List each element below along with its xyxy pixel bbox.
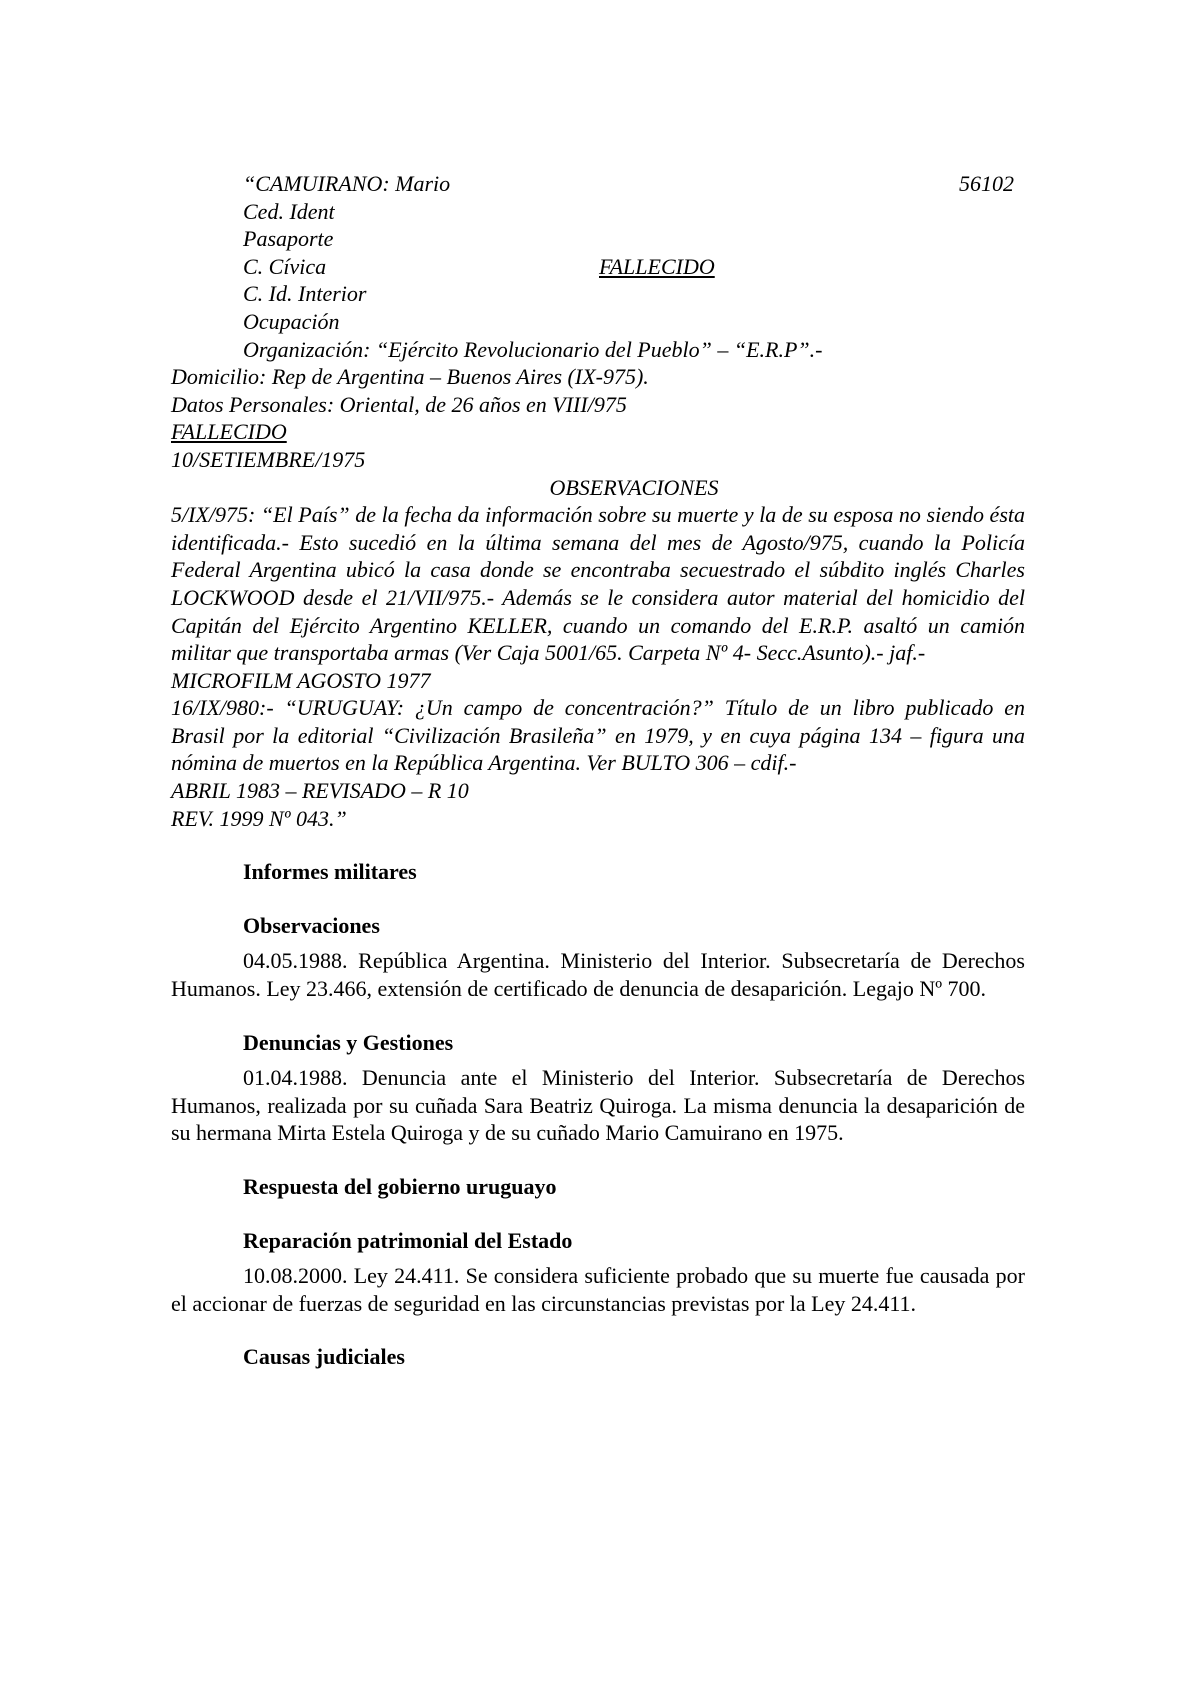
card-fecha-fallecido: 10/SETIEMBRE/1975 (171, 446, 366, 472)
observaciones-title: OBSERVACIONES (549, 474, 719, 500)
card-header (171, 170, 1025, 198)
reparacion-text: 10.08.2000. Ley 24.411. Se considera suficiente probado que su muerte fue causada por el accionar de fuerzas de seguridad en las circunstancias previstas por la Ley 24.411. (171, 1263, 1025, 1316)
document-page (171, 170, 1025, 1371)
observacion-1: 5/IX/975: “El País” de la fecha da información sobre su muerte y la de su esposa no siendo ésta identificada.- Esto sucedió en la última semana del mes de Agosto/975, cuando la Policía Federal Argentina ubicó la casa donde se encontraba secuestrado el súbdito inglés Charles LOCKWOOD desde el 21/VII/975.- Además se le considera autor material del homicidio del Capitán del Ejército Argentino KELLER, cuando un comando del E.R.P. asaltó un camión militar que transportaba armas (Ver Caja 5001/65. Carpeta Nº 4- Secc.Asunto).- jaf.- (171, 502, 1025, 666)
card-datos-personales: Datos Personales: Oriental, de 26 años en VIII/975 (171, 391, 627, 417)
card-c-id-interior: C. Id. Interior (243, 281, 367, 307)
rev-note: REV. 1999 Nº 043.” (171, 805, 347, 831)
card-organizacion: Organización: “Ejército Revolucionario del Pueblo” – “E.R.P”.- (243, 336, 823, 362)
heading-informes-militares: Informes militares (243, 859, 417, 885)
card-ced-ident: Ced. Ident (243, 198, 335, 224)
card-number: 56102 (959, 171, 1014, 196)
revisado-note: ABRIL 1983 – REVISADO – R 10 (171, 778, 469, 804)
card-domicilio: Domicilio: Rep de Argentina – Buenos Aires (IX-975). (171, 364, 649, 390)
heading-reparacion: Reparación patrimonial del Estado (243, 1227, 573, 1253)
heading-respuesta: Respuesta del gobierno uruguayo (243, 1174, 557, 1199)
card-ocupacion: Ocupación (243, 308, 340, 334)
card-name-line: “CAMUIRANO: Mario (243, 171, 451, 196)
card-c-civica-line (171, 253, 1025, 281)
observaciones-text: 04.05.1988. República Argentina. Ministerio del Interior. Subsecretaría de Derechos Humanos. Ley 23.466, extensión de certificado de denuncia de desaparición. Legajo Nº 700. (171, 948, 1025, 1002)
heading-denuncias: Denuncias y Gestiones (243, 1029, 454, 1055)
card-c-civica: C. Cívica (243, 253, 327, 279)
heading-observaciones: Observaciones (243, 912, 380, 938)
denuncias-text: 01.04.1988. Denuncia ante el Ministerio del Interior. Subsecretaría de Derechos Humanos, realizada por su cuñada Sara Beatriz Quiroga. La misma denuncia la desaparición de su hermana Mirta Estela Quiroga y de su cuñado Mario Camuirano en 1975. (171, 1065, 1025, 1146)
fallecido-stamp: FALLECIDO (599, 253, 715, 279)
card-fallecido-label: FALLECIDO (171, 419, 287, 445)
microfilm-note: MICROFILM AGOSTO 1977 (171, 667, 431, 693)
card-pasaporte: Pasaporte (243, 226, 334, 252)
heading-causas: Causas judiciales (243, 1344, 405, 1370)
observacion-2: 16/IX/980:- “URUGUAY: ¿Un campo de concentración?” Título de un libro publicado en Brasil por la editorial “Civilización Brasileña” en 1979, y en cuya página 134 – figura una nómina de muertos en la República Argentina. Ver BULTO 306 – cdif.- (171, 695, 1025, 776)
